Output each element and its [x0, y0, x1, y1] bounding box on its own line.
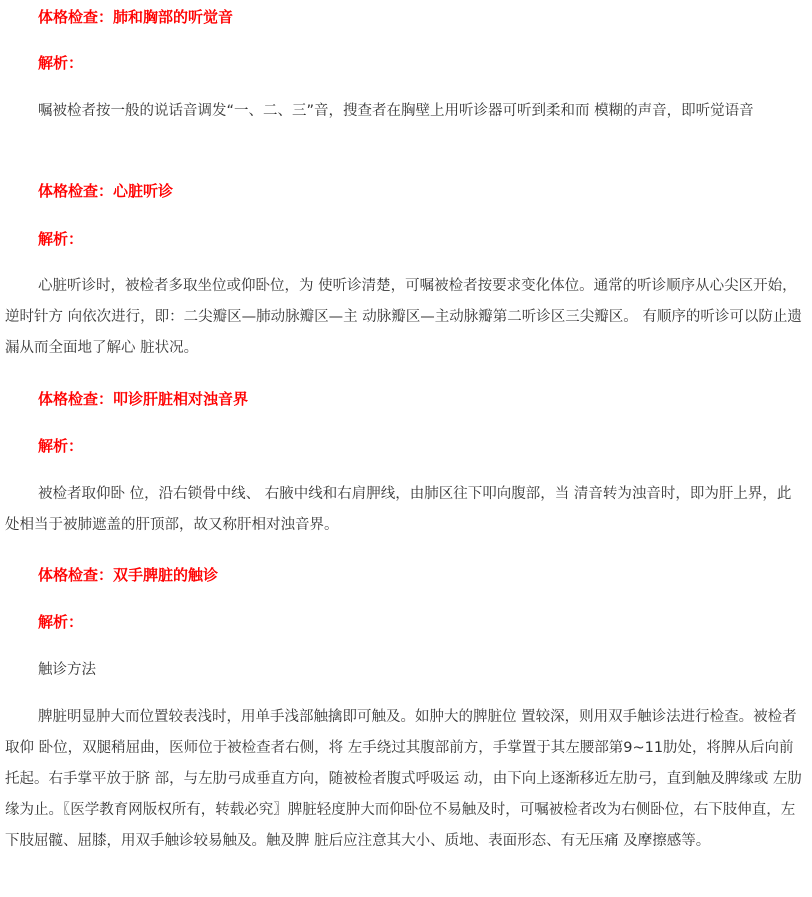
analysis-label: 解析： — [38, 230, 84, 248]
analysis-label: 解析： — [38, 437, 84, 455]
paragraph-liver-percussion: 被检者取仰卧 位，沿右锁骨中线、 右腋中线和右肩胛线，由肺区往下叩向腹部，当 清音转为浊音时，即为肝上界，此处相当于被肺遮盖的肝顶部，故又称肝相对浊音界。 — [5, 486, 792, 533]
analysis-label: 解析： — [38, 613, 84, 631]
section-heading-spleen-palpation: 体格检查：双手脾脏的触诊 — [38, 566, 219, 584]
section-heading-liver-percussion: 体格检查：叩诊肝脏相对浊音界 — [38, 390, 249, 408]
section-heading-heart-auscultation: 体格检查：心脏听诊 — [38, 182, 174, 200]
paragraph-heart-auscultation: 心脏听诊时，被检者多取坐位或仰卧位，为 使听诊清楚，可嘱被检者按要求变化体位。通常的听诊顺序从心尖区开始，逆时针方 向依次进行，即：二尖瓣区—肺动脉瓣区—主 动脉瓣区—主动脉瓣第二听诊区三尖瓣区。 有顺序的听诊可以防止遗漏从而全面地了解心 脏状况。 — [5, 278, 802, 356]
analysis-label: 解析： — [38, 54, 84, 72]
paragraph-spleen-palpation: 脾脏明显肿大而位置较表浅时，用单手浅部触擒即可触及。如肿大的脾脏位 置较深，则用双手触诊法进行检查。被检者取仰 卧位，双腿稍屈曲，医师位于被检查者右侧，将 左手绕过其腹部前方，手掌置于其左腰部第9~11肋处，将脾从后向前托起。右手掌平放于脐 部，与左肋弓成垂直方向，随被检者腹式呼吸运 动，由下向上逐渐移近左肋弓，直到触及脾缘或 左肋缘为止。〖医学教育网版权所有，转载必究〗脾脏轻度肿大而仰卧位不易触及时，可嘱被检者改为右侧卧位，右下肢伸直，左 下肢屈髋、屈膝，用双手触诊较易触及。触及脾 脏后应注意其大小、质地、表面形态、有无压痛 及摩擦感等。 — [5, 709, 802, 849]
paragraph-palpation-method: 触诊方法 — [38, 662, 96, 678]
section-heading-lung-auscultation: 体格检查：肺和胸部的听觉音 — [38, 8, 234, 26]
paragraph-lung-auscultation: 嘱被检者按一般的说话音调发“一、二、三”音，搜查者在胸壁上用听诊器可听到柔和而 模糊的声音，即听觉语音 — [38, 103, 754, 119]
